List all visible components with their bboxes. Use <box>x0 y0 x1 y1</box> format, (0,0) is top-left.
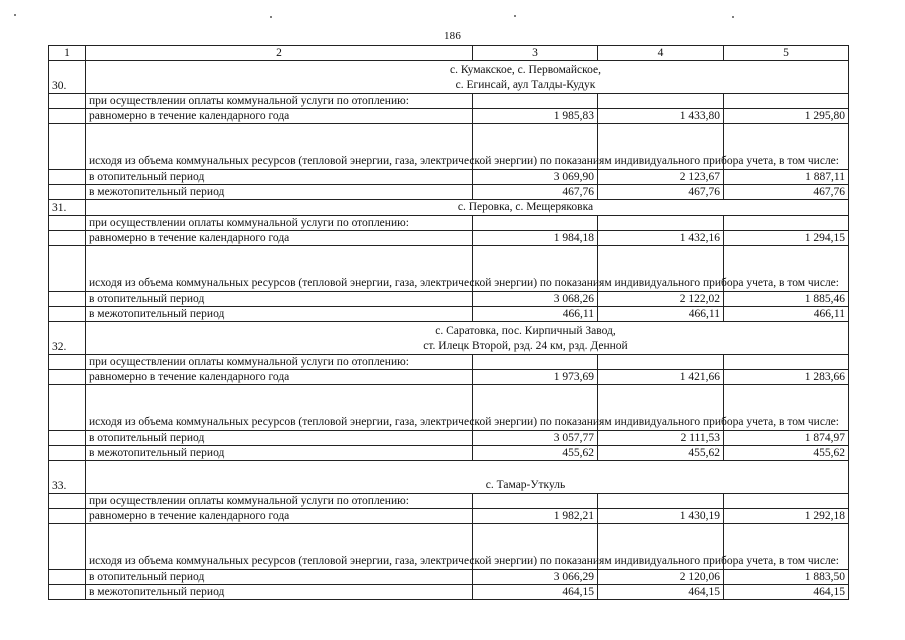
table-row <box>49 94 849 109</box>
section-number: 31. <box>49 200 86 216</box>
table-row <box>49 431 849 446</box>
section-title-row <box>49 200 849 216</box>
value-cell: 464,15 <box>473 585 598 600</box>
section-title-row <box>49 322 849 355</box>
value-cell: 1 883,50 <box>724 570 849 585</box>
header-row <box>49 46 849 61</box>
value-cell: 455,62 <box>473 446 598 461</box>
row-label: исходя из объема коммунальных ресурсов (тепловой энергии, газа, электрической энергии) по показаниям индивидуального прибора учета, в том числе: <box>86 246 473 292</box>
value-cell: 1 430,19 <box>598 509 724 524</box>
row-label: равномерно в течение календарного года <box>86 109 473 124</box>
row-label: в отопительный период <box>86 570 473 585</box>
value-cell: 464,15 <box>724 585 849 600</box>
row-label: в межотопительный период <box>86 307 473 322</box>
table-row <box>49 385 849 431</box>
header-cell: 5 <box>724 46 849 61</box>
section-title-line: ст. Илецк Второй, рзд. 24 км, рзд. Денной <box>423 340 628 352</box>
table-row <box>49 109 849 124</box>
page-number: 186 <box>443 30 462 42</box>
value-cell: 466,11 <box>724 307 849 322</box>
section-title-line: с. Перовка, с. Мещеряковка <box>457 201 594 213</box>
tariff-table <box>48 45 849 600</box>
section-title <box>86 61 849 94</box>
value-cell: 1 432,16 <box>598 231 724 246</box>
value-cell: 467,76 <box>598 185 724 200</box>
value-cell: 2 120,06 <box>598 570 724 585</box>
value-cell: 467,76 <box>724 185 849 200</box>
value-cell: 466,11 <box>473 307 598 322</box>
row-label: при осуществлении оплаты коммунальной услуги по отоплению: <box>86 355 473 370</box>
row-label: равномерно в течение календарного года <box>86 231 473 246</box>
table-row <box>49 570 849 585</box>
value-cell: 1 283,66 <box>724 370 849 385</box>
value-cell: 2 111,53 <box>598 431 724 446</box>
header-cell: 3 <box>473 46 598 61</box>
value-cell: 1 421,66 <box>598 370 724 385</box>
table-row <box>49 509 849 524</box>
table-row <box>49 585 849 600</box>
value-cell: 2 123,67 <box>598 170 724 185</box>
value-cell: 1 295,80 <box>724 109 849 124</box>
row-label: при осуществлении оплаты коммунальной услуги по отоплению: <box>86 94 473 109</box>
value-cell: 466,11 <box>598 307 724 322</box>
section-title <box>86 200 849 216</box>
table-row <box>49 307 849 322</box>
value-cell: 1 294,15 <box>724 231 849 246</box>
scan-speck <box>14 14 16 16</box>
table-row <box>49 446 849 461</box>
value-cell: 3 057,77 <box>473 431 598 446</box>
row-label: в отопительный период <box>86 292 473 307</box>
section-title-row <box>49 461 849 494</box>
table-row <box>49 231 849 246</box>
row-label: исходя из объема коммунальных ресурсов (тепловой энергии, газа, электрической энергии) по показаниям индивидуального прибора учета, в том числе: <box>86 385 473 431</box>
section-title-row <box>49 61 849 94</box>
table-row <box>49 524 849 570</box>
value-cell: 1 874,97 <box>724 431 849 446</box>
section-number: 33. <box>49 461 86 494</box>
row-label: исходя из объема коммунальных ресурсов (тепловой энергии, газа, электрической энергии) по показаниям индивидуального прибора учета, в том числе: <box>86 124 473 170</box>
header-cell: 2 <box>86 46 473 61</box>
value-cell: 2 122,02 <box>598 292 724 307</box>
value-cell: 1 433,80 <box>598 109 724 124</box>
table-row <box>49 170 849 185</box>
value-cell: 1 885,46 <box>724 292 849 307</box>
header-cell: 4 <box>598 46 724 61</box>
section-number: 32. <box>49 322 86 355</box>
value-cell: 455,62 <box>724 446 849 461</box>
row-label: при осуществлении оплаты коммунальной услуги по отоплению: <box>86 216 473 231</box>
row-label: при осуществлении оплаты коммунальной услуги по отоплению: <box>86 494 473 509</box>
value-cell: 467,76 <box>473 185 598 200</box>
value-cell: 1 292,18 <box>724 509 849 524</box>
value-cell: 1 985,83 <box>473 109 598 124</box>
table-row <box>49 292 849 307</box>
table-row <box>49 494 849 509</box>
row-label: в межотопительный период <box>86 185 473 200</box>
table-row <box>49 124 849 170</box>
table-row <box>49 246 849 292</box>
scan-speck <box>270 16 272 18</box>
row-label: в отопительный период <box>86 170 473 185</box>
value-cell: 464,15 <box>598 585 724 600</box>
value-cell: 3 069,90 <box>473 170 598 185</box>
section-title-line: с. Егинсай, аул Талды-Кудук <box>455 79 596 91</box>
section-title-line: с. Тамар-Уткуль <box>485 479 566 491</box>
row-label: исходя из объема коммунальных ресурсов (тепловой энергии, газа, электрической энергии) по показаниям индивидуального прибора учета, в том числе: <box>86 524 473 570</box>
section-title <box>86 461 849 494</box>
value-cell: 1 984,18 <box>473 231 598 246</box>
value-cell: 1 982,21 <box>473 509 598 524</box>
scan-speck <box>514 15 516 17</box>
table-row <box>49 185 849 200</box>
header-cell: 1 <box>49 46 86 61</box>
value-cell: 3 068,26 <box>473 292 598 307</box>
table-row <box>49 355 849 370</box>
value-cell: 455,62 <box>598 446 724 461</box>
section-title <box>86 322 849 355</box>
value-cell: 1 973,69 <box>473 370 598 385</box>
row-label: равномерно в течение календарного года <box>86 370 473 385</box>
scan-speck <box>732 16 734 18</box>
value-cell: 1 887,11 <box>724 170 849 185</box>
row-label: в межотопительный период <box>86 446 473 461</box>
row-label: в отопительный период <box>86 431 473 446</box>
section-title-line: с. Саратовка, пос. Кирпичный Завод, <box>435 325 616 337</box>
value-cell: 3 066,29 <box>473 570 598 585</box>
table-row <box>49 370 849 385</box>
section-number: 30. <box>49 61 86 94</box>
row-label: в межотопительный период <box>86 585 473 600</box>
section-title-line: с. Кумакское, с. Первомайское, <box>449 64 602 76</box>
table-row <box>49 216 849 231</box>
row-label: равномерно в течение календарного года <box>86 509 473 524</box>
